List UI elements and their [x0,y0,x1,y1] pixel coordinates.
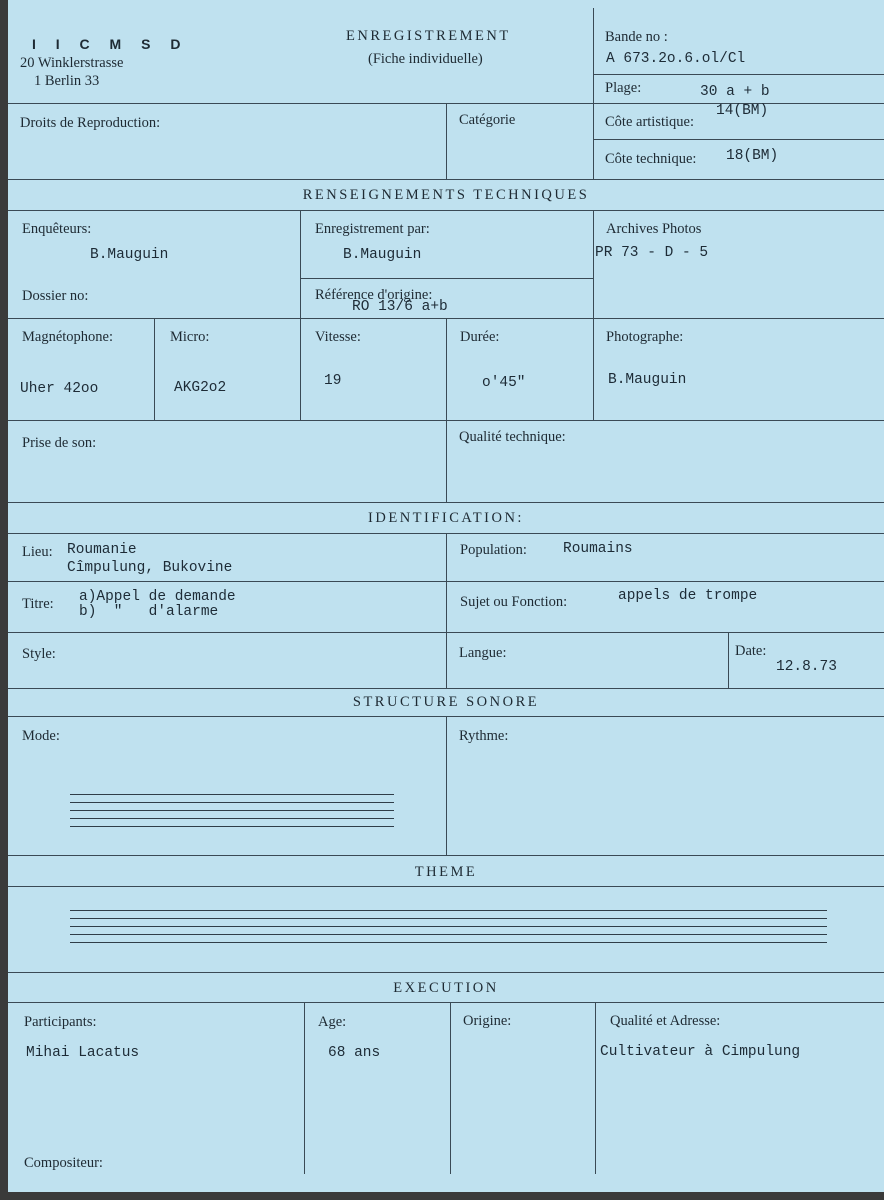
vrule-duree [446,318,447,420]
style-label: Style: [22,646,56,662]
rule-prise-bottom [8,502,884,503]
droits-label: Droits de Reproduction: [20,115,161,131]
section-title-theme: THEME [414,864,478,880]
address-line-2: 1 Berlin 33 [34,73,100,89]
magnetophone-value: Uher 42oo [20,381,99,397]
photographe-value: B.Mauguin [608,372,687,388]
plage-label: Plage: [605,80,642,96]
vrule-header [593,8,594,179]
rythme-label: Rythme: [459,728,509,744]
enregistrement-label: Enregistrement par: [315,221,430,237]
lieu-label: Lieu: [22,544,53,560]
theme-staff-line [70,942,827,943]
vrule-ident [446,533,447,688]
lieu-line-2: Cîmpulung, Bukovine [67,560,233,576]
photographe-label: Photographe: [606,329,684,345]
mode-staff-line [70,826,394,827]
address-line-1: 20 Winklerstrasse [20,55,124,71]
vrule-qualite-adresse [595,1002,596,1174]
compositeur-label: Compositeur: [24,1155,103,1171]
dossier-label: Dossier no: [22,288,89,304]
rule-rights-bottom [8,179,884,180]
langue-label: Langue: [459,645,507,661]
enregistrement-value: B.Mauguin [343,247,422,263]
rule-style-bottom [8,688,884,689]
vrule-date [728,632,729,688]
vrule-qualite [446,420,447,502]
vrule-photographe [593,318,594,420]
sujet-value: appels de trompe [618,588,758,604]
participants-value: Mihai Lacatus [26,1045,140,1061]
archives-label: Archives Photos [606,221,702,237]
vrule-archives [593,210,594,318]
duree-value: o'45" [482,375,526,391]
theme-staff-line [70,926,827,927]
titre-label: Titre: [22,596,54,612]
plage-value: 30 a + b [700,84,770,100]
section-title-execution: EXECUTION [393,980,499,996]
form-title: ENREGISTREMENT [346,28,511,44]
duree-label: Durée: [460,329,500,345]
categorie-label: Catégorie [459,112,516,128]
section-title-identification: IDENTIFICATION: [368,510,524,526]
mode-staff-line [70,794,394,795]
cote-technique-value: 18(BM) [726,148,779,164]
date-label: Date: [735,643,767,659]
vrule-rythme [446,716,447,855]
reference-value: RO 13/6 a+b [352,299,448,315]
age-value: 68 ans [328,1045,381,1061]
vrule-origine [450,1002,451,1174]
qualite-adresse-value: Cultivateur à Cimpulung [600,1044,801,1060]
micro-label: Micro: [170,329,210,345]
mode-label: Mode: [22,728,60,744]
date-value: 12.8.73 [776,659,837,675]
titre-line-1: a)Appel de demande [79,589,236,605]
rule-theme-bottom [8,972,884,973]
cote-artistique-label: Côte artistique: [605,114,694,130]
rule-reference [300,278,593,279]
rule-structure-bottom [8,855,884,856]
population-label: Population: [460,542,527,558]
rule-cote [593,139,884,140]
participants-label: Participants: [24,1014,97,1030]
titre-line-2: b) " d'alarme [79,604,219,620]
institute-logo: I I C M S D [32,36,189,52]
reference-label: Référence d'origine: [315,287,433,303]
theme-staff-line [70,910,827,911]
vitesse-value: 19 [324,373,342,389]
bande-label: Bande no : [605,29,668,45]
index-card [8,0,884,1192]
population-value: Roumains [563,541,633,557]
bande-value: A 673.2o.6.ol/Cl [606,51,746,67]
enqueteurs-value: B.Mauguin [90,247,169,263]
sujet-label: Sujet ou Fonction: [460,594,568,610]
origine-label: Origine: [463,1013,512,1029]
rule-theme-title [8,886,884,887]
theme-staff-line [70,918,827,919]
rule-execution-title [8,1002,884,1003]
form-subtitle: (Fiche individuelle) [368,51,483,67]
lieu-line-1: Roumanie [67,542,137,558]
vrule-vitesse [300,318,301,420]
vrule-age [304,1002,305,1174]
vrule-enqueteurs [300,210,301,318]
mode-staff-line [70,802,394,803]
magnetophone-label: Magnétophone: [22,329,114,345]
cote-technique-label: Côte technique: [605,151,697,167]
cote-artistique-value: 14(BM) [716,103,769,119]
enqueteurs-label: Enquêteurs: [22,221,92,237]
micro-value: AKG2o2 [174,380,227,396]
rule-tech-title [8,210,884,211]
vitesse-label: Vitesse: [315,329,361,345]
section-title-structure: STRUCTURE SONORE [352,694,540,710]
rule-header-plage [593,74,884,75]
section-title-techniques: RENSEIGNEMENTS TECHNIQUES [302,187,590,203]
age-label: Age: [318,1014,347,1030]
qualite-technique-label: Qualité technique: [459,429,566,445]
mode-staff-line [70,818,394,819]
vrule-categorie [446,103,447,179]
vrule-micro [154,318,155,420]
mode-staff-line [70,810,394,811]
theme-staff-line [70,934,827,935]
prise-de-son-label: Prise de son: [22,435,97,451]
archives-value: PR 73 - D - 5 [595,245,709,261]
qualite-adresse-label: Qualité et Adresse: [610,1013,721,1029]
